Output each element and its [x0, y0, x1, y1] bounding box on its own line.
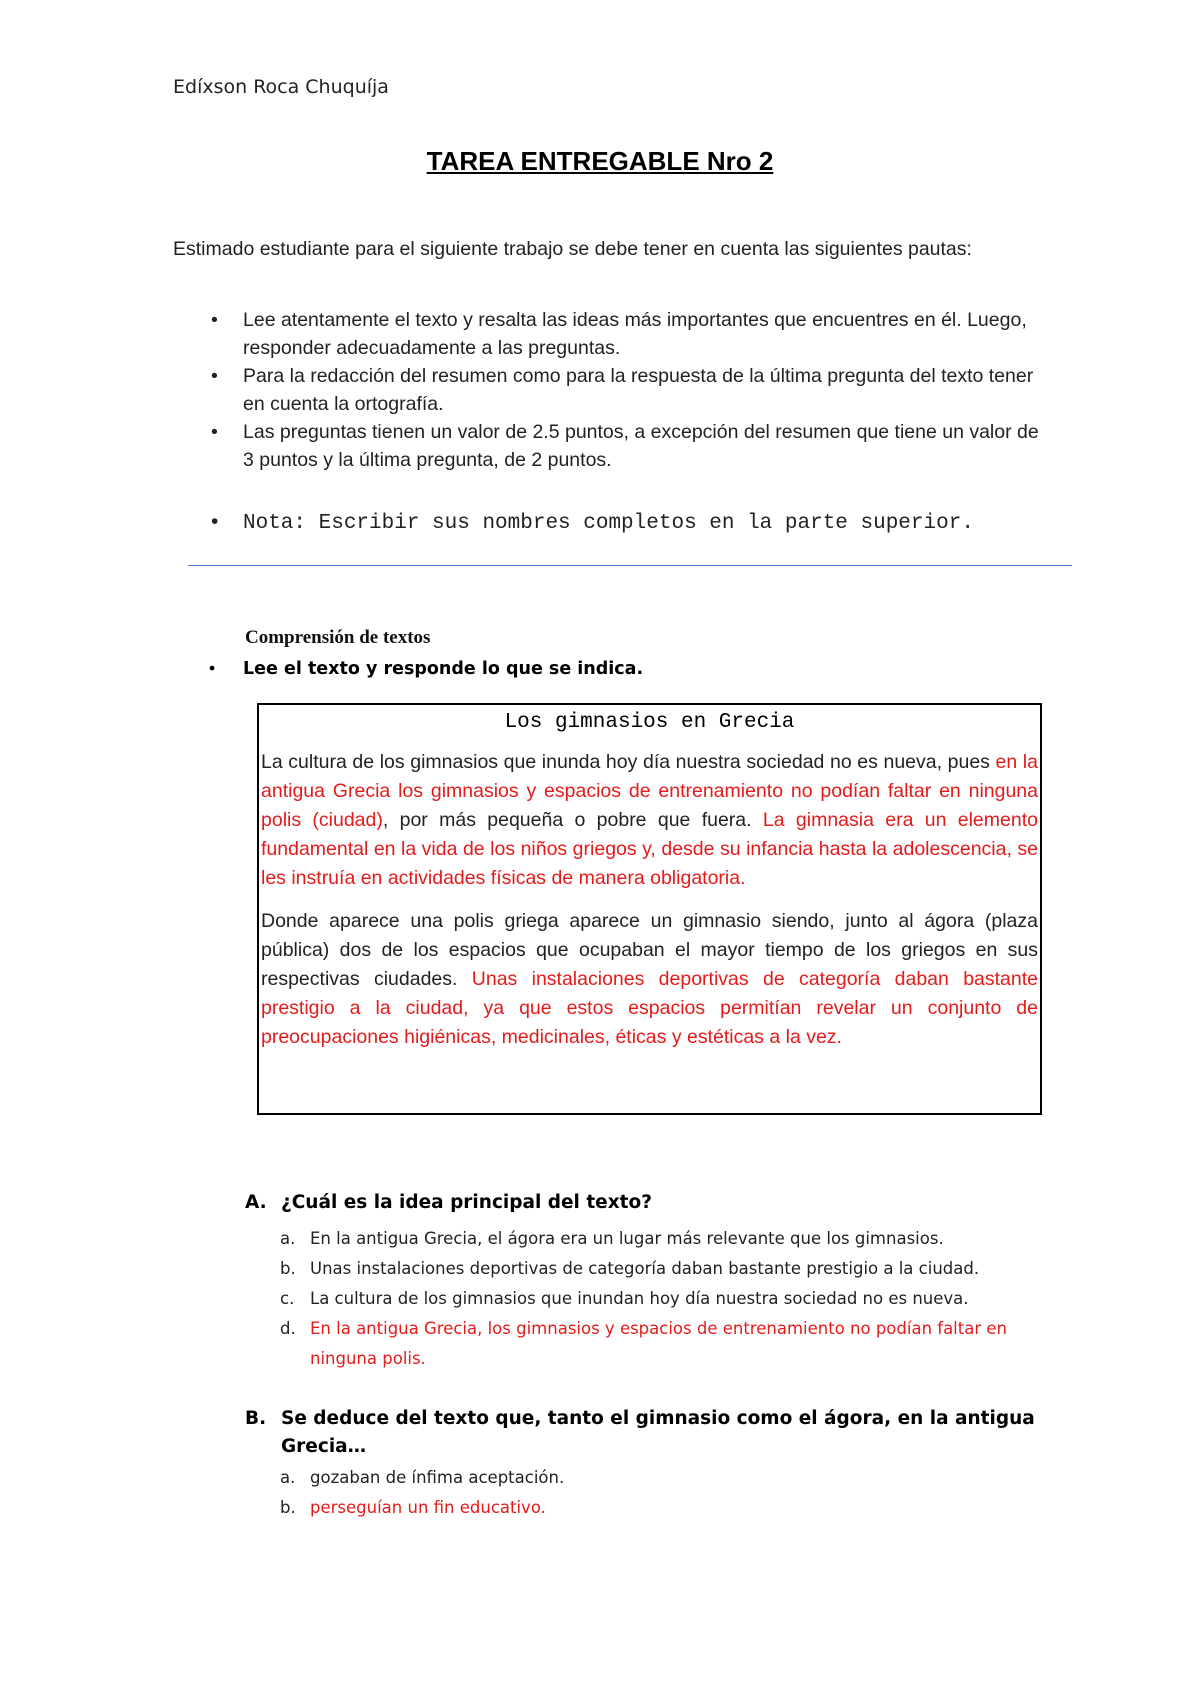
- reading-box: [257, 703, 1042, 1115]
- question-label: A.: [245, 1192, 267, 1213]
- option-text: La cultura de los gimnasios que inundan hoy día nuestra sociedad no es nueva.: [310, 1289, 969, 1308]
- reading-paragraph-2: [261, 907, 1038, 1052]
- reading-segment: , por más pequeña o pobre que fuera.: [382, 809, 763, 831]
- option-item: [280, 1463, 1050, 1493]
- reading-paragraph-1: [261, 748, 1038, 893]
- guideline-item: • Lee atentamente el texto y resalta las ideas más importantes que encuentres en él. Luego, responder adecuadamente a las preguntas.: [173, 306, 1043, 362]
- section-title: Comprensión de textos: [245, 627, 431, 648]
- guideline-item: • Para la redacción del resumen como para la respuesta de la última pregunta del texto tener en cuenta la ortografía.: [173, 362, 1043, 418]
- document-title: TAREA ENTREGABLE Nro 2: [426, 146, 774, 176]
- question-b-options: [280, 1463, 1050, 1523]
- option-text: perseguían un fin educativo.: [310, 1498, 546, 1517]
- bullet-icon: •: [209, 658, 216, 678]
- question-label: B.: [245, 1408, 267, 1429]
- question-a: [245, 1192, 652, 1213]
- option-item-answer: [280, 1314, 1050, 1374]
- option-letter: a.: [280, 1468, 296, 1487]
- question-b: [245, 1405, 1045, 1461]
- reading-segment: La cultura de los gimnasios que inunda hoy día nuestra sociedad no es nueva, pues: [261, 751, 996, 773]
- option-text: gozaban de ínfima aceptación.: [310, 1468, 565, 1487]
- reading-segment-highlight: en la antigua Grecia los gimnasios y espacios de entrenamiento no podían faltar en ninguna polis (ciudad): [261, 751, 1038, 831]
- option-text: En la antigua Grecia, los gimnasios y espacios de entrenamiento no podían faltar en ninguna polis.: [310, 1319, 1007, 1368]
- option-letter: c.: [280, 1289, 295, 1308]
- guidelines-list: [173, 306, 1043, 474]
- instruction-line: [173, 658, 643, 679]
- question-a-options: [280, 1224, 1050, 1374]
- author-name: Edíxson Roca Chuquíja: [173, 76, 389, 98]
- question-text: Se deduce del texto que, tanto el gimnasio como el ágora, en la antigua Grecia…: [281, 1408, 1035, 1457]
- option-item: [280, 1224, 1050, 1254]
- option-item: [280, 1254, 1050, 1284]
- option-text: En la antigua Grecia, el ágora era un lugar más relevante que los gimnasios.: [310, 1229, 944, 1248]
- option-letter: a.: [280, 1229, 296, 1248]
- instruction-text: Lee el texto y responde lo que se indica.: [243, 659, 644, 679]
- option-item: [280, 1284, 1050, 1314]
- option-item-answer: [280, 1493, 1050, 1523]
- reading-segment-highlight: Unas instalaciones deportivas de categoría daban bastante prestigio a la ciudad, ya que estos espacios permitían revelar un conjunto de preocupaciones higiénicas, medicinales, éticas y estéticas a la vez.: [261, 968, 1038, 1048]
- option-letter: d.: [280, 1319, 296, 1338]
- note-text: Nota: Escribir sus nombres completos en la parte superior.: [243, 512, 974, 535]
- intro-text: Estimado estudiante para el siguiente trabajo se debe tener en cuenta las siguientes pautas:: [173, 238, 972, 260]
- reading-segment: Donde aparece una polis griega aparece un gimnasio siendo, junto al ágora (plaza pública) dos de los espacios que ocupaban el mayor tiempo de los griegos en sus respectivas ciudades.: [261, 910, 1038, 990]
- guideline-item: • Las preguntas tienen un valor de 2.5 puntos, a excepción del resumen que tiene un valor de 3 puntos y la última pregunta, de 2 puntos.: [173, 418, 1043, 474]
- horizontal-rule: [188, 565, 1072, 566]
- reading-segment-highlight: La gimnasia era un elemento fundamental en la vida de los niños griegos y, desde su infancia hasta la adolescencia, se les instruía en actividades físicas de manera obligatoria.: [261, 809, 1038, 889]
- option-letter: b.: [280, 1259, 296, 1278]
- option-text: Unas instalaciones deportivas de categoría daban bastante prestigio a la ciudad.: [310, 1259, 980, 1278]
- option-letter: b.: [280, 1498, 296, 1517]
- reading-title: Los gimnasios en Grecia: [504, 711, 795, 734]
- question-text: ¿Cuál es la idea principal del texto?: [281, 1192, 652, 1213]
- note-line: [173, 510, 1073, 535]
- bullet-icon: •: [211, 510, 219, 533]
